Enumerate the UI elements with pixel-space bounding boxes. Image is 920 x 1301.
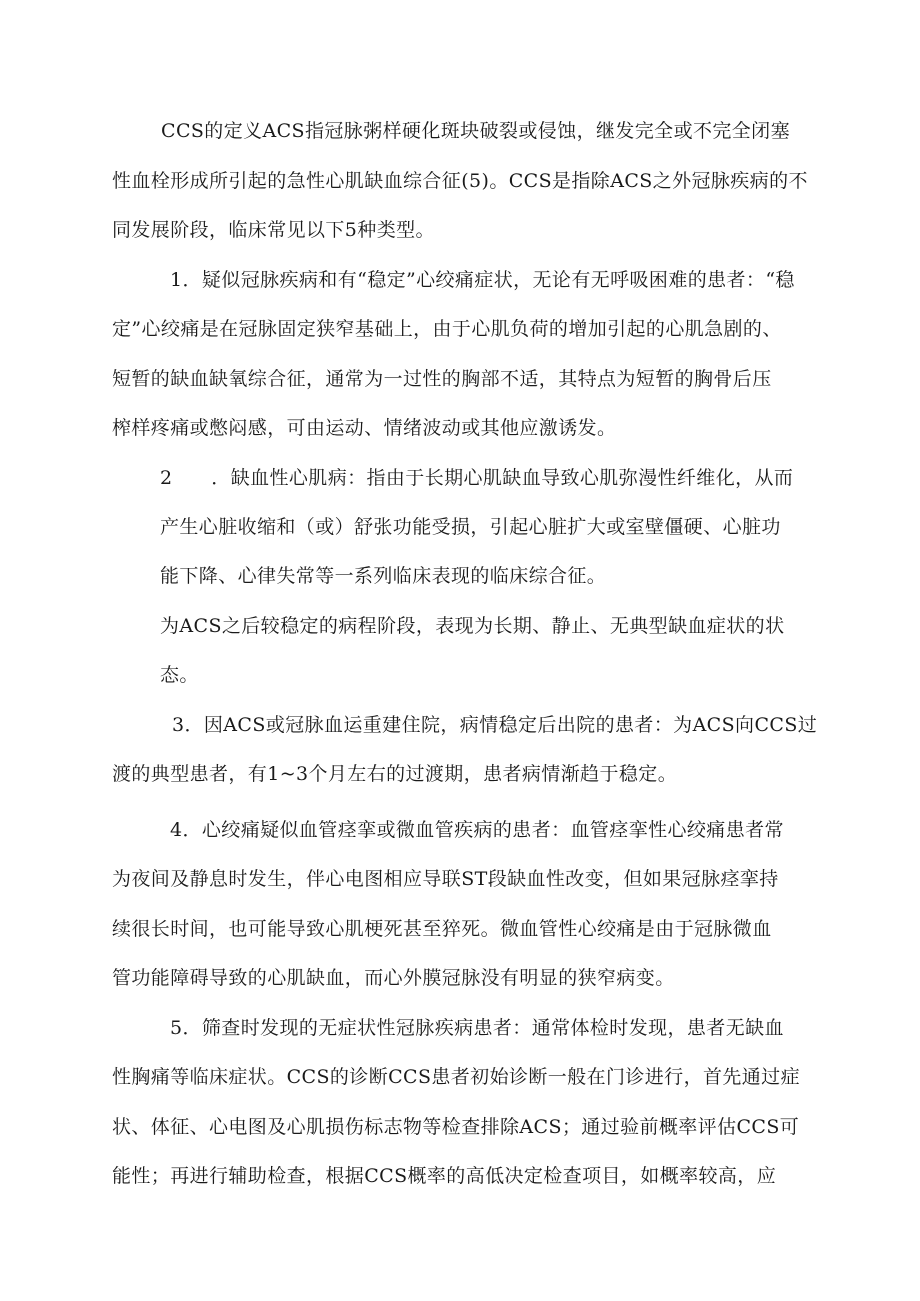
intro-line-3: 同发展阶段，临床常见以下5种类型。 xyxy=(112,219,435,241)
type-2-line-1: 2 ．缺血性心肌病：指由于长期心肌缺血导致心肌弥漫性纤维化，从而 xyxy=(160,467,794,489)
type-1-line-4: 榨样疼痛或憋闷感，可由运动、情绪波动或其他应激诱发。 xyxy=(112,417,617,439)
type-4-line-4: 管功能障碍导致的心肌缺血，而心外膜冠脉没有明显的狭窄病变。 xyxy=(112,967,675,989)
intro-line-1: CCS的定义ACS指冠脉粥样硬化斑块破裂或侵蚀，继发完全或不完全闭塞 xyxy=(161,120,790,142)
type-1-line-2: 定”心绞痛是在冠脉固定狭窄基础上，由于心肌负荷的增加引起的心肌急剧的、 xyxy=(112,318,782,340)
type-2-cont-line-2: 态。 xyxy=(160,664,199,686)
type-2-line-2: 产生心脏收缩和（或）舒张功能受损，引起心脏扩大或室壁僵硬、心脏功 xyxy=(160,516,781,538)
type-3-line-2: 渡的典型患者，有1~3个月左右的过渡期，患者病情渐趋于稳定。 xyxy=(112,763,678,785)
type-5-line-4: 能性；再进行辅助检查，根据CCS概率的高低决定检查项目，如概率较高，应 xyxy=(112,1165,777,1187)
type-2-line-3: 能下降、心律失常等一系列临床表现的临床综合征。 xyxy=(160,565,607,587)
type-5-line-1: 5．筛查时发现的无症状性冠脉疾病患者：通常体检时发现，患者无缺血 xyxy=(170,1017,784,1039)
type-1-line-1: 1．疑似冠脉疾病和有“稳定”心绞痛症状，无论有无呼吸困难的患者：“稳 xyxy=(170,269,795,291)
type-4-line-3: 续很长时间，也可能导致心肌梗死甚至猝死。微血管性心绞痛是由于冠脉微血 xyxy=(112,918,772,940)
intro-line-2: 性血栓形成所引起的急性心肌缺血综合征(5)。CCS是指除ACS之外冠脉疾病的不 xyxy=(112,170,808,192)
type-1-line-3: 短暂的缺血缺氧综合征，通常为一过性的胸部不适，其特点为短暂的胸骨后压 xyxy=(112,368,772,390)
type-5-line-2: 性胸痛等临床症状。CCS的诊断CCS患者初始诊断一般在门诊进行，首先通过症 xyxy=(112,1066,800,1088)
type-4-line-1: 4．心绞痛疑似血管痉挛或微血管疾病的患者：血管痉挛性心绞痛患者常 xyxy=(170,819,784,841)
type-3-line-1: 3．因ACS或冠脉血运重建住院，病情稳定后出院的患者：为ACS向CCS过 xyxy=(172,714,818,736)
type-4-line-2: 为夜间及静息时发生，伴心电图相应导联ST段缺血性改变，但如果冠脉痉挛持 xyxy=(112,868,779,890)
type-2-cont-line-1: 为ACS之后较稳定的病程阶段，表现为长期、静止、无典型缺血症状的状 xyxy=(160,615,785,637)
type-5-line-3: 状、体征、心电图及心肌损伤标志物等检查排除ACS；通过验前概率评估CCS可 xyxy=(112,1116,800,1138)
